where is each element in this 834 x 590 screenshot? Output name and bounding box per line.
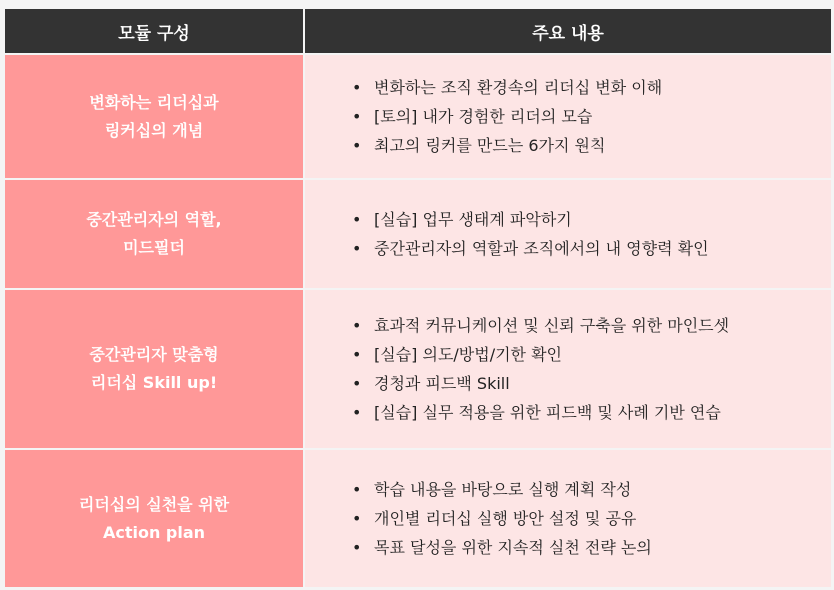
header-content-column: 주요 내용 bbox=[305, 9, 831, 53]
content-item: • 변화하는 조직 환경속의 리더십 변화 이해 bbox=[352, 73, 662, 102]
curriculum-table bbox=[5, 9, 831, 587]
content-cell-1 bbox=[305, 53, 831, 178]
bullet-icon: • bbox=[352, 107, 362, 126]
module-cell-4 bbox=[5, 448, 305, 587]
bullet-icon: • bbox=[352, 136, 362, 155]
content-cell-2 bbox=[305, 178, 831, 288]
module-title-line: 링커십의 개념 bbox=[104, 120, 204, 140]
bullet-icon: • bbox=[352, 210, 362, 229]
content-list bbox=[352, 205, 709, 263]
content-list bbox=[352, 73, 662, 160]
module-title-line: 중간관리자 맞춤형 bbox=[89, 345, 219, 364]
bullet-icon: • bbox=[352, 538, 362, 557]
bullet-icon: • bbox=[352, 403, 362, 422]
header-module-column: 모듈 구성 bbox=[5, 9, 305, 53]
content-cell-3 bbox=[305, 288, 831, 448]
bullet-icon: • bbox=[352, 345, 362, 364]
content-item: • 최고의 링커를 만드는 6가지 원칙 bbox=[352, 131, 662, 160]
content-item: • 학습 내용을 바탕으로 실행 계획 작성 bbox=[352, 475, 652, 504]
bullet-icon: • bbox=[352, 374, 362, 393]
module-title-line: 리더십의 실천을 위한 bbox=[78, 494, 230, 514]
module-title-line: 미드필더 bbox=[123, 238, 185, 257]
bullet-icon: • bbox=[352, 316, 362, 335]
content-list bbox=[352, 475, 652, 562]
bullet-icon: • bbox=[352, 509, 362, 528]
module-cell-1 bbox=[5, 53, 305, 178]
bullet-icon: • bbox=[352, 78, 362, 97]
content-item: • 개인별 리더십 실행 방안 설정 및 공유 bbox=[352, 504, 652, 533]
content-item: • 효과적 커뮤니케이션 및 신뢰 구축을 위한 마인드셋 bbox=[352, 311, 729, 340]
content-item: • 중간관리자의 역할과 조직에서의 내 영향력 확인 bbox=[352, 234, 709, 263]
module-title-line: 변화하는 리더십과 bbox=[89, 92, 219, 112]
content-list bbox=[352, 311, 729, 427]
module-title-line: 중간관리자의 역할, bbox=[86, 210, 222, 229]
module-title-line: 리더십 Skill up! bbox=[90, 373, 218, 392]
module-cell-2 bbox=[5, 178, 305, 288]
content-item: • 경청과 피드백 Skill bbox=[352, 369, 729, 398]
module-title-line: Action plan bbox=[102, 522, 206, 542]
content-item: • [실습] 업무 생태계 파악하기 bbox=[352, 205, 709, 234]
content-cell-4 bbox=[305, 448, 831, 587]
content-item: • [실습] 실무 적용을 위한 피드백 및 사례 기반 연습 bbox=[352, 398, 729, 427]
content-item: • [토의] 내가 경험한 리더의 모습 bbox=[352, 102, 662, 131]
content-item: • 목표 달성을 위한 지속적 실천 전략 논의 bbox=[352, 533, 652, 562]
bullet-icon: • bbox=[352, 480, 362, 499]
content-item: • [실습] 의도/방법/기한 확인 bbox=[352, 340, 729, 369]
module-cell-3 bbox=[5, 288, 305, 448]
bullet-icon: • bbox=[352, 239, 362, 258]
